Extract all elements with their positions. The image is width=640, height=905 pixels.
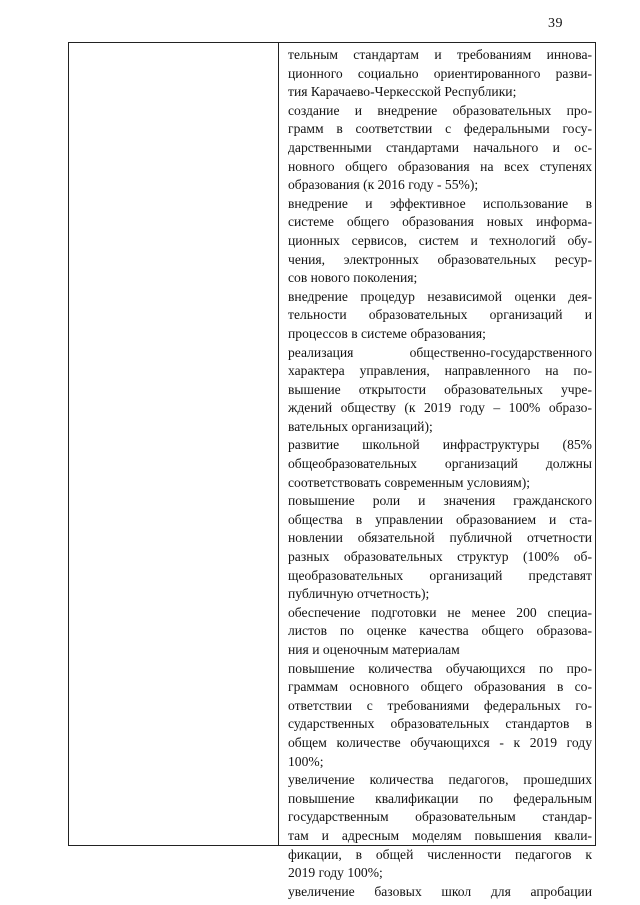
text-line: развитие школьной инфраструктуры (85% bbox=[288, 437, 592, 453]
text-line: вышение открытости образовательных учре- bbox=[288, 381, 592, 397]
text-line: общем количестве обучающихся - к 2019 году bbox=[288, 734, 592, 750]
table-left-cell bbox=[69, 43, 279, 845]
text-line: общеобразовательных организаций должны bbox=[288, 456, 592, 472]
text-line: вательных организаций); bbox=[288, 418, 433, 434]
text-line: щеобразовательных организаций представят bbox=[288, 567, 592, 583]
text-line: внедрение процедур независимой оценки дея- bbox=[288, 288, 592, 304]
text-line: ждений обществу (к 2019 году – 100% образо- bbox=[288, 400, 592, 416]
text-line: фикации, в общей численности педагогов к bbox=[288, 846, 592, 862]
text-line: процессов в системе образования; bbox=[288, 325, 486, 341]
text-line: характера управления, направленного на по- bbox=[288, 363, 592, 379]
text-line: тельным стандартам и требованиям иннова- bbox=[288, 47, 592, 62]
text-line: образования (к 2016 году - 55%); bbox=[288, 177, 479, 193]
text-line: системе общего образования новых информа- bbox=[288, 214, 592, 230]
text-line: дарственными стандартами начального и ос- bbox=[288, 139, 592, 155]
text-line: публичную отчетность); bbox=[288, 586, 430, 602]
text-line: там и адресным моделям повышения квали- bbox=[288, 827, 592, 843]
text-line: ционных сервисов, систем и технологий обу- bbox=[288, 232, 592, 248]
text-line: повышение квалификации по федеральным bbox=[288, 790, 592, 806]
text-line: листов по оценке качества общего образова- bbox=[288, 623, 592, 639]
text-line: ционного социально ориентированного разви- bbox=[288, 65, 592, 81]
text-line: повышение количества обучающихся по про- bbox=[288, 660, 592, 676]
text-line: ния и оценочным материалам bbox=[288, 642, 460, 657]
text-line: сов нового поколения; bbox=[288, 270, 418, 286]
text-line: повышение роли и значения гражданского bbox=[288, 493, 592, 509]
text-line: ответствии с требованиями федеральных го- bbox=[288, 697, 592, 713]
text-line: грамм в соответствии с федеральными госу- bbox=[288, 121, 592, 137]
text-line: новлении обязательной публичной отчетности bbox=[288, 530, 592, 546]
text-line: создание и внедрение образовательных про- bbox=[288, 102, 592, 118]
text-line: обеспечение подготовки не менее 200 специа- bbox=[288, 604, 592, 620]
text-line: новного общего образования на всех ступенях bbox=[288, 158, 592, 174]
text-line: сударственных образовательных стандартов в bbox=[288, 716, 592, 732]
page-number: 39 bbox=[548, 16, 563, 31]
text-line: увеличение количества педагогов, прошедших bbox=[288, 772, 592, 788]
text-line: чения, электронных образовательных ресур- bbox=[288, 251, 592, 267]
text-line: 100%; bbox=[288, 753, 324, 769]
text-line: разных образовательных структур (100% об- bbox=[288, 549, 592, 565]
text-line: тия Карачаево-Черкесской Республики; bbox=[288, 84, 517, 100]
text-line: реализация общественно-государственного bbox=[288, 344, 592, 360]
text-line: общества в управлении образованием и ста- bbox=[288, 511, 592, 527]
text-line: внедрение и эффективное использование в bbox=[288, 195, 592, 211]
table-right-cell bbox=[280, 43, 596, 899]
text-line: 2019 году 100%; bbox=[288, 865, 383, 881]
text-line: тельности образовательных организаций и bbox=[288, 307, 592, 323]
text-line: увеличение базовых школ для апробации bbox=[288, 883, 592, 899]
document-table bbox=[68, 42, 596, 899]
text-line: государственным образовательным стандар- bbox=[288, 809, 592, 825]
text-line: соответствовать современным условиям); bbox=[288, 474, 531, 490]
text-line: граммам основного общего образования в со- bbox=[288, 679, 592, 695]
